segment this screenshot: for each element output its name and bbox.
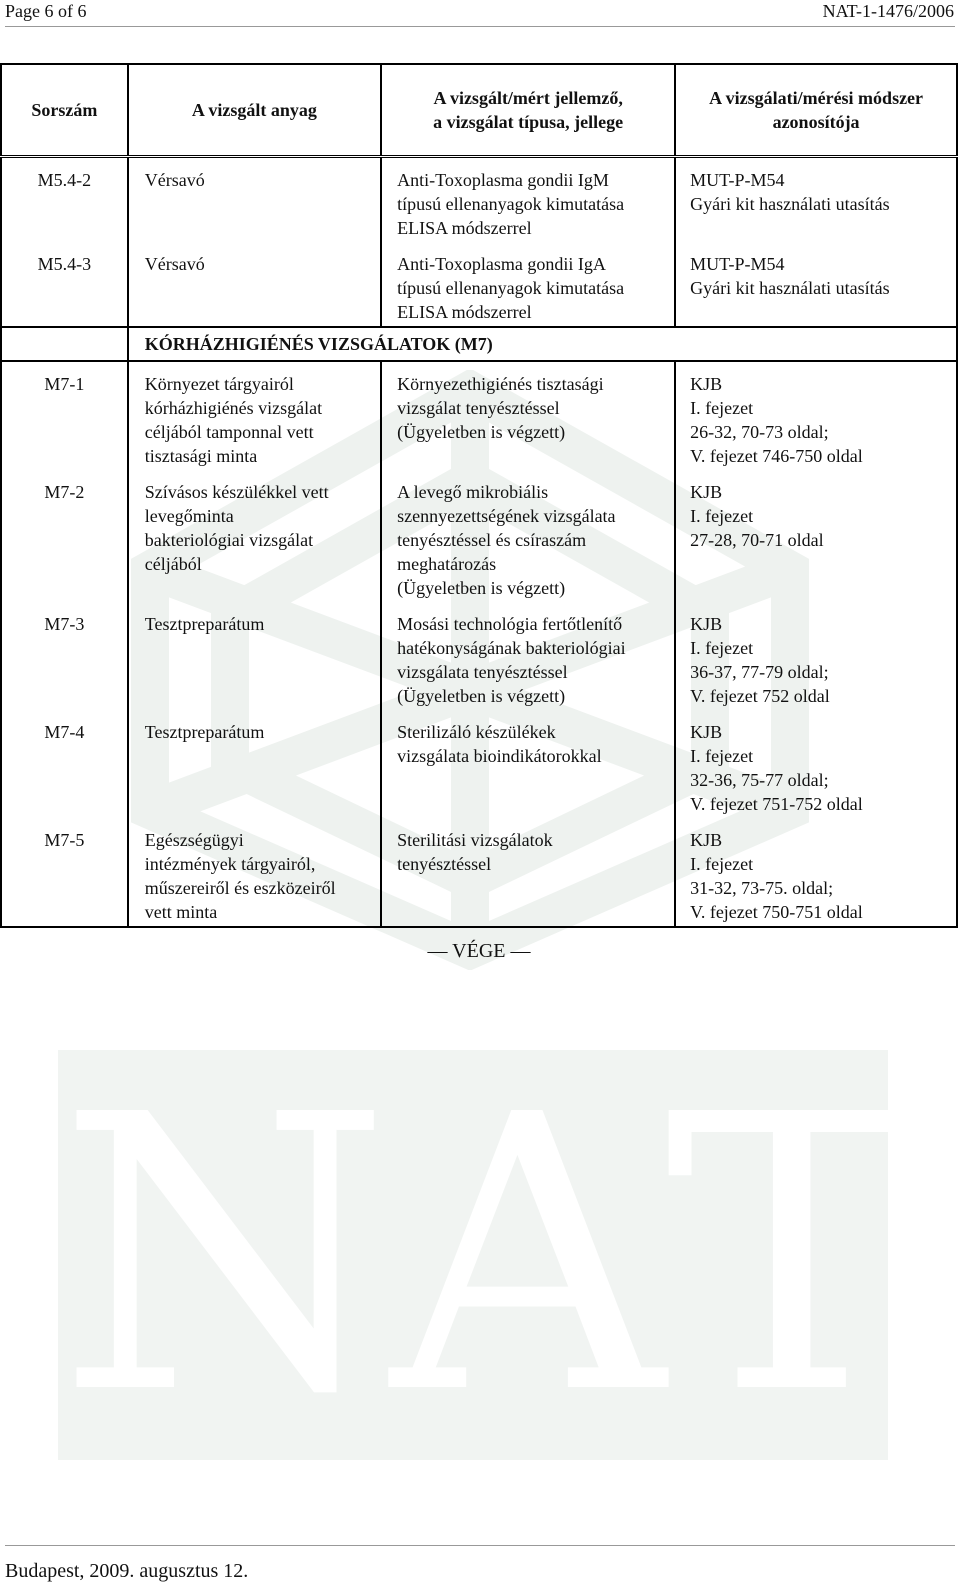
row-method: MUT-P-M54 Gyári kit használati utasítás xyxy=(675,157,957,243)
row-method: MUT-P-M54 Gyári kit használati utasítás xyxy=(675,242,957,327)
header-property: A vizsgált/mért jellemző, a vizsgálat típusa, jellege xyxy=(381,64,675,157)
row-material: Vérsavó xyxy=(128,242,381,327)
row-material: Szívásos készülékkel vett levegőminta bakteriológiai vizsgálat céljából xyxy=(128,470,381,602)
table-row xyxy=(1,818,957,927)
header-rule xyxy=(5,26,955,27)
accreditation-table xyxy=(0,63,958,928)
row-description: Anti-Toxoplasma gondii IgA típusú ellenanyagok kimutatása ELISA módszerrel xyxy=(381,242,675,327)
row-material: Vérsavó xyxy=(128,157,381,243)
row-description: A levegő mikrobiális szennyezettségének vizsgálata tenyésztéssel és csíraszám meghatározás (Ügyeletben is végzett) xyxy=(381,470,675,602)
row-description: Mosási technológia fertőtlenítő hatékonyságának bakteriológiai vizsgálata tenyésztéssel (Ügyeletben is végzett) xyxy=(381,602,675,710)
row-material: Tesztpreparátum xyxy=(128,710,381,818)
row-material: Környezet tárgyairól kórházhigiénés vizsgálat céljából tamponnal vett tisztasági minta xyxy=(128,361,381,470)
table-row xyxy=(1,242,957,327)
row-method: KJB I. fejezet 31-32, 73-75. oldal; V. fejezet 750-751 oldal xyxy=(675,818,957,927)
row-code: M7-2 xyxy=(1,470,128,602)
section-spacer xyxy=(1,327,128,361)
row-code: M7-3 xyxy=(1,602,128,710)
footer-place-date: Budapest, 2009. augusztus 12. xyxy=(5,1560,249,1582)
row-code: M7-5 xyxy=(1,818,128,927)
header-material: A vizsgált anyag xyxy=(128,64,381,157)
header-method: A vizsgálati/mérési módszer azonosítója xyxy=(675,64,957,157)
row-description: Sterilitási vizsgálatok tenyésztéssel xyxy=(381,818,675,927)
row-code: M5.4-2 xyxy=(1,157,128,243)
row-material: Egészségügyi intézmények tárgyairól, műszereiről és eszközeiről vett minta xyxy=(128,818,381,927)
end-mark: — VÉGE — xyxy=(427,940,531,962)
row-material: Tesztpreparátum xyxy=(128,602,381,710)
document-id: NAT-1-1476/2006 xyxy=(822,1,954,21)
row-method: KJB I. fejezet 32-36, 75-77 oldal; V. fejezet 751-752 oldal xyxy=(675,710,957,818)
watermark-nat-logo xyxy=(58,1033,919,1477)
row-description: Környezethigiénés tisztasági vizsgálat tenyésztéssel (Ügyeletben is végzett) xyxy=(381,361,675,470)
section-row xyxy=(1,327,957,361)
table-header-row xyxy=(1,64,957,157)
table-row xyxy=(1,602,957,710)
footer-rule xyxy=(5,1545,955,1546)
watermark-letter: A xyxy=(390,1033,665,1477)
row-description: Anti-Toxoplasma gondii IgM típusú ellenanyagok kimutatása ELISA módszerrel xyxy=(381,157,675,243)
table-row xyxy=(1,361,957,470)
table-row xyxy=(1,710,957,818)
row-description: Sterilizáló készülékek vizsgálata bioindikátorokkal xyxy=(381,710,675,818)
row-method: KJB I. fejezet 26-32, 70-73 oldal; V. fejezet 746-750 oldal xyxy=(675,361,957,470)
table-row xyxy=(1,157,957,243)
watermark-letter: T xyxy=(664,1033,919,1477)
row-code: M7-1 xyxy=(1,361,128,470)
table-row xyxy=(1,470,957,602)
section-title: KÓRHÁZHIGIÉNÉS VIZSGÁLATOK (M7) xyxy=(128,327,957,361)
row-code: M7-4 xyxy=(1,710,128,818)
header-serial: Sorszám xyxy=(1,64,128,157)
page-number: Page 6 of 6 xyxy=(5,1,87,21)
row-code: M5.4-3 xyxy=(1,242,128,327)
row-method: KJB I. fejezet 27-28, 70-71 oldal xyxy=(675,470,957,602)
row-method: KJB I. fejezet 36-37, 77-79 oldal; V. fejezet 752 oldal xyxy=(675,602,957,710)
watermark-letter: N xyxy=(58,1033,391,1477)
